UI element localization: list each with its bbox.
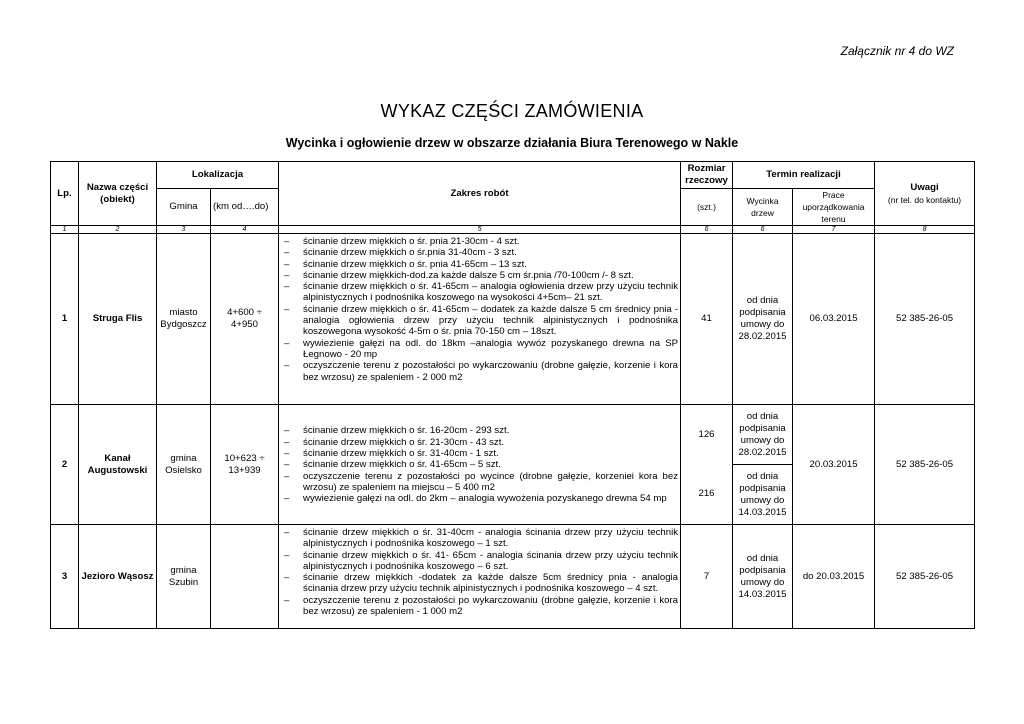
work-item: – oczyszczenie terenu z pozostałości po wykarczowaniu (drobne gałęzie, korzenie i kora bez wrzosu) ze spaleniem - 1 000 m2	[282, 595, 678, 618]
col-number: 8	[875, 226, 975, 234]
col-number: 4	[211, 226, 279, 234]
row-notes: 52 385-26-05	[875, 234, 975, 405]
row-km: 4+600 ÷ 4+950	[211, 234, 279, 405]
row-gmina: gmina Osielsko	[157, 405, 211, 525]
row-notes: 52 385-26-05	[875, 405, 975, 525]
work-item: – ścinanie drzew miękkich -dodatek za każde dalsze 5cm średnicy pnia - analogia ścinania drzew przy użyciu technik alpinistycznych i podnośnika koszowego – 4 szt.	[282, 572, 678, 595]
row-cleanup: 20.03.2015	[793, 405, 875, 525]
row-works	[279, 234, 681, 405]
col-number: 6	[681, 226, 733, 234]
header-size-unit: (szt.)	[681, 189, 733, 226]
work-item: – ścinanie drzew miękkich o śr. 41-65cm – dodatek za każde dalsze 5 cm średnicy pnia -analogia ogłowienia drzew przy użyciu technik alpinistycznych i podnośnika koszowegona wysokość 4-5m o śr. pnia 70-150 cm – 18szt.	[282, 304, 678, 338]
row-size: 7	[681, 525, 733, 629]
row-name: Jezioro Wąsosz	[79, 525, 157, 629]
work-item: – wywiezienie gałęzi na odl. do 18km –analogia wywóz pozyskanego drewna na SP Łegnowo - 20 mp	[282, 338, 678, 361]
col-number: 1	[51, 226, 79, 234]
page-title: WYKAZ CZĘŚCI ZAMÓWIENIA	[380, 101, 644, 121]
header-deadline: Termin realizacji	[733, 162, 875, 189]
col-number: 7	[793, 226, 875, 234]
work-item: – ścinanie drzew miękkich o śr. 41-65cm – analogia ogłowienia drzew przy użyciu technik alpinistycznych i podnośnika koszowego na wysokości 4+5cm– 21 szt.	[282, 281, 678, 304]
work-item: – ścinanie drzew miękkich o śr. 41-65cm – 5 szt.	[282, 459, 678, 470]
work-item: – ścinanie drzew miękkich-dod.za każde dalsze 5 cm śr.pnia /70-100cm /- 8 szt.	[282, 270, 678, 281]
col-number: 3	[157, 226, 211, 234]
header-notes	[875, 162, 975, 226]
header-gmina: Gmina	[157, 189, 211, 226]
row-size: 41	[681, 234, 733, 405]
row-works	[279, 525, 681, 629]
col-number: 6	[733, 226, 793, 234]
work-item: – ścinanie drzew miękkich o śr. 31-40cm - 1 szt.	[282, 448, 678, 459]
header-row	[51, 162, 975, 189]
attachment-label: Załącznik nr 4 do WZ	[840, 44, 954, 58]
row-km	[211, 525, 279, 629]
col-number: 2	[79, 226, 157, 234]
header-lp: Lp.	[51, 162, 79, 226]
header-size: Rozmiar rzeczowy	[681, 162, 733, 189]
row-lp: 3	[51, 525, 79, 629]
table-row	[51, 234, 975, 405]
work-item: – oczyszczenie terenu z pozostałości po wycince (drobne gałęzie, korzeniei kora bez wrzosu) ze spaleniem na miejscu – 5 400 m2	[282, 471, 678, 494]
header-notes-title: Uwagi	[910, 181, 939, 193]
column-numbers-row	[51, 226, 975, 234]
work-item: – ścinanie drzew miękkich o śr. 21-30cm - 43 szt.	[282, 437, 678, 448]
header-km: (km od….do)	[211, 189, 279, 226]
row-felling-b: od dnia podpisania umowy do 14.03.2015	[733, 465, 793, 525]
row-km: 10+623 ÷ 13+939	[211, 405, 279, 525]
row-lp: 2	[51, 405, 79, 525]
row-notes: 52 385-26-05	[875, 525, 975, 629]
row-size-a: 126	[681, 405, 733, 465]
row-name: Kanał Augustowski	[79, 405, 157, 525]
header-cleanup: Prace uporządkowania terenu	[793, 189, 875, 226]
row-felling-a: od dnia podpisania umowy do 28.02.2015	[733, 405, 793, 465]
table-row	[51, 405, 975, 465]
work-item: – ścinanie drzew miękkich o śr.pnia 31-40cm - 3 szt.	[282, 247, 678, 258]
row-gmina: gmina Szubin	[157, 525, 211, 629]
row-gmina: miasto Bydgoszcz	[157, 234, 211, 405]
row-works	[279, 405, 681, 525]
row-felling: od dnia podpisania umowy do 28.02.2015	[733, 234, 793, 405]
header-location: Lokalizacja	[157, 162, 279, 189]
header-notes-sub: (nr tel. do kontaktu)	[887, 194, 962, 205]
header-scope: Zakres robót	[279, 162, 681, 226]
header-name: Nazwa części (obiekt)	[79, 162, 157, 226]
work-item: – ścinanie drzew miękkich o śr. 31-40cm - analogia ścinania drzew przy użyciu technik alpinistycznych i podnośnika koszowego – 1 szt.	[282, 527, 678, 550]
work-item: – ścinanie drzew miękkich o śr. 41- 65cm - analogia ścinania drzew przy użyciu technik alpinistycznych i podnośnika koszowego – 6 szt.	[282, 550, 678, 573]
header-felling: Wycinka drzew	[733, 189, 793, 226]
work-item: – ścinanie drzew miękkich o śr. 16-20cm - 293 szt.	[282, 425, 678, 436]
work-item: – oczyszczenie terenu z pozostałości po wykarczowaniu (drobne gałęzie, korzenie i kora bez wrzosu) ze spaleniem - 2 000 m2	[282, 360, 678, 383]
col-number: 5	[279, 226, 681, 234]
row-size-b: 216	[681, 465, 733, 525]
table-row	[51, 525, 975, 629]
row-name: Struga Flis	[79, 234, 157, 405]
work-item: – wywiezienie gałęzi na odl. do 2km – analogia wywożenia pozyskanego drewna 54 mp	[282, 493, 678, 504]
row-felling: od dnia podpisania umowy do 14.03.2015	[733, 525, 793, 629]
orders-table	[50, 161, 975, 629]
row-cleanup: 06.03.2015	[793, 234, 875, 405]
work-item: – ścinanie drzew miękkich o śr. pnia 21-30cm - 4 szt.	[282, 236, 678, 247]
page-subtitle: Wycinka i ogłowienie drzew w obszarze działania Biura Terenowego w Nakle	[285, 136, 739, 150]
row-lp: 1	[51, 234, 79, 405]
row-cleanup: do 20.03.2015	[793, 525, 875, 629]
work-item: – ścinanie drzew miękkich o śr. pnia 41-65cm – 13 szt.	[282, 259, 678, 270]
